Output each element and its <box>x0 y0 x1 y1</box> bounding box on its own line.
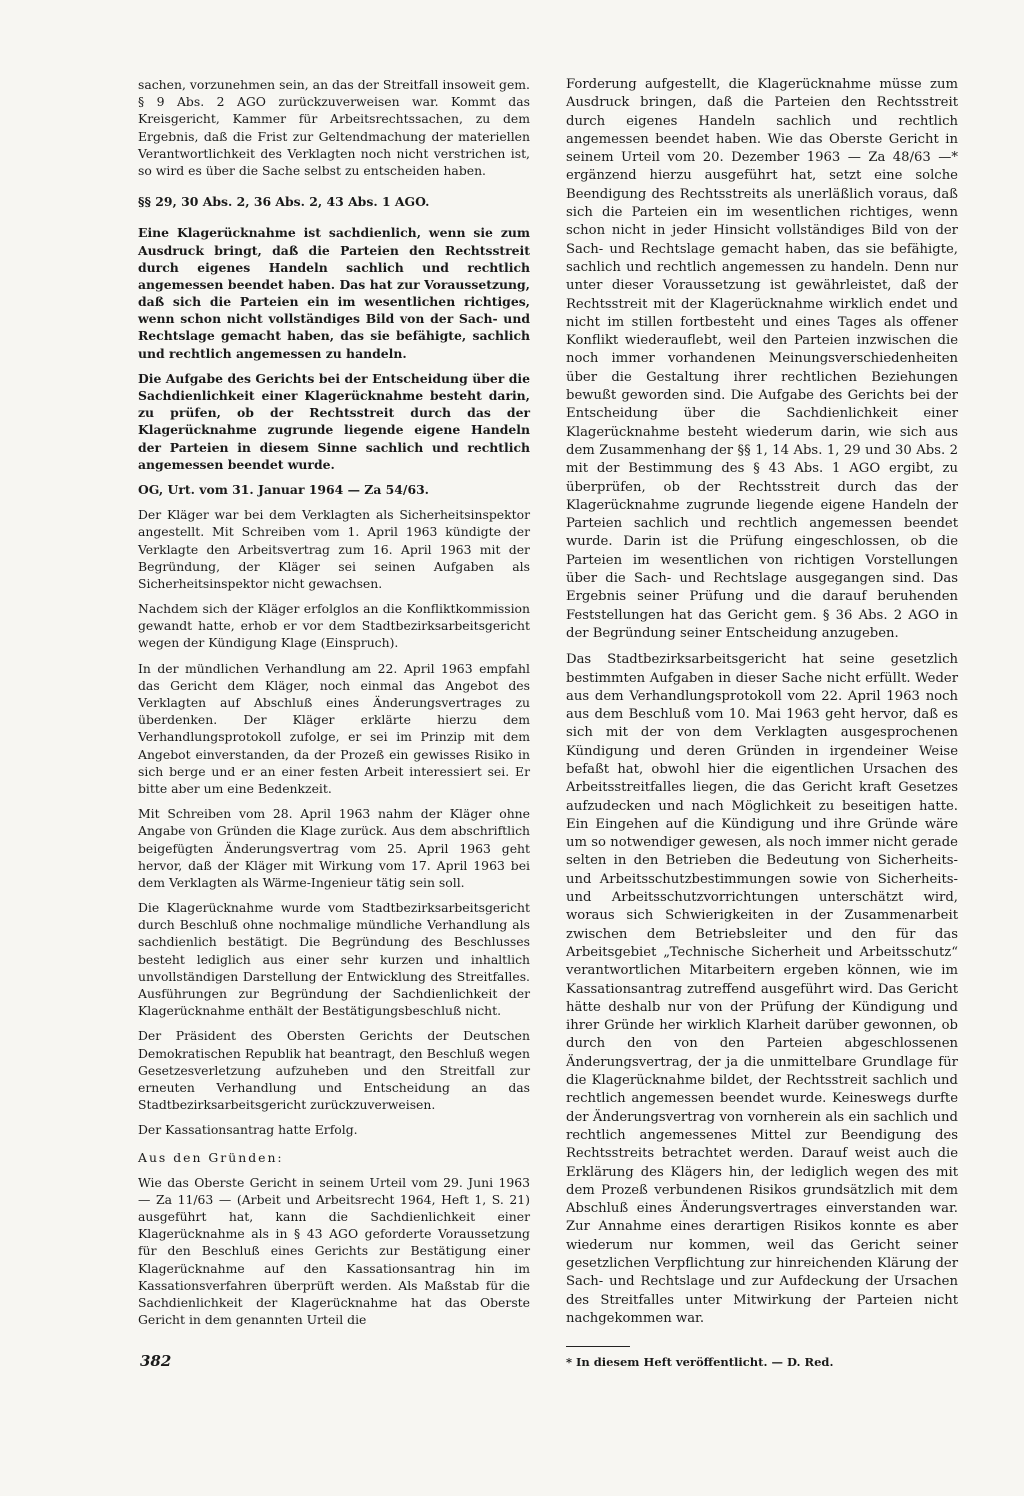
leitsatz: Eine Klagerücknahme ist sachdienlich, wenn sie zum Ausdruck bringt, daß die Parteien den Rechtsstreit durch eigenes Handeln sachlich und rechtlich angemessen beendet haben. Das hat zur Voraussetzung, daß sich die Parteien ein im wesentlichen richtiges, wenn schon nicht vollständiges Bild von der Sach- und Rechtslage gemacht haben, das sie befähigte, sachlich und rechtlich angemessen zu handeln. <box>138 225 530 361</box>
paragraph: Die Klagerücknahme wurde vom Stadtbezirksarbeitsgericht durch Beschluß ohne nochmalige mündliche Verhandlung als sachdienlich bestätigt. Die Begründung des Beschlusses besteht lediglich aus einer sehr kurzen und inhaltlich unvollständigen Darstellung der Entwicklung des Streitfalles. Ausführungen zur Begründung der Sachdienlichkeit der Klagerücknahme enthält der Bestätigungsbeschluß nicht. <box>138 900 530 1019</box>
paragraph: Nachdem sich der Kläger erfolglos an die Konfliktkommission gewandt hatte, erhob er vor dem Stadtbezirksarbeitsgericht wegen der Kündigung Klage (Einspruch). <box>138 601 530 651</box>
right-column <box>566 76 958 1378</box>
footnote: * In diesem Heft veröffentlicht. — D. Red. <box>566 1355 834 1370</box>
footnote-divider <box>566 1346 630 1347</box>
paragraph: Der Kläger war bei dem Verklagten als Sicherheitsinspektor angestellt. Mit Schreiben vom 1. April 1963 kündigte der Verklagte den Arbeitsvertrag zum 16. April 1963 mit der Begründung, der Kläger sei seinen Aufgaben als Sicherheitsinspektor nicht gewachsen. <box>138 507 530 591</box>
page-number: 382 <box>140 1352 172 1370</box>
case-citation: OG, Urt. vom 31. Januar 1964 — Za 54/63. <box>138 481 429 497</box>
paragraph: Der Präsident des Obersten Gerichts der Deutschen Demokratischen Republik hat beantragt, den Beschluß wegen Gesetzesverletzung aufzuheben und den Streitfall zur erneuten Verhandlung und Entscheidung an das Stadtbezirksarbeitsgericht zurückzuverweisen. <box>138 1028 530 1113</box>
section-heading: §§ 29, 30 Abs. 2, 36 Abs. 2, 43 Abs. 1 AGO. <box>138 194 430 210</box>
paragraph: Der Kassationsantrag hatte Erfolg. <box>138 1122 358 1138</box>
reasons-heading: Aus den Gründen: <box>138 1149 284 1165</box>
paragraph: Forderung aufgestellt, die Klagerücknahme müsse zum Ausdruck bringen, daß die Parteien den Rechtsstreit durch eigenes Handeln sachlich und rechtlich angemessen beendet haben. Wie das Oberste Gericht in seinem Urteil vom 20. Dezember 1963 — Za 48/63 —* ergänzend hierzu ausgeführt hat, setzt eine solche Beendigung des Rechtsstreits als unerläßlich voraus, daß sich die Parteien ein im wesentlichen richtiges, wenn schon nicht in jeder Hinsicht vollständiges Bild von der Sach- und Rechtslage gemacht haben, das sie befähigte, sachlich und rechtlich angemessen zu handeln. Denn nur unter dieser Voraussetzung ist gewährleistet, daß der Rechtsstreit mit der Klagerücknahme wirklich endet und nicht im stillen fortbesteht und eines Tages als offener Konflikt wiederauflebt, weil den Parteien inzwischen die noch immer vorhandenen Meinungsverschiedenheiten über die Gestaltung ihrer rechtlichen Beziehungen bewußt geworden sind. Die Aufgabe des Gerichts bei der Entscheidung über die Sachdienlichkeit einer Klagerücknahme besteht wiederum darin, wie sich aus dem Zusammenhang der §§ 1, 14 Abs. 1, 29 und 30 Abs. 2 mit der Bestimmung des § 43 Abs. 1 AGO ergibt, zu überprüfen, ob der Rechtsstreit durch das der Klagerücknahme zugrunde liegende eigene Handeln der Parteien sachlich und rechtlich angemessen beendet wurde. Darin ist die Prüfung eingeschlossen, ob die Parteien im wesentlichen von richtigen Vorstellungen über die Sach- und Rechtslage ausgegangen sind. Das Ergebnis seiner Prüfung und die darauf beruhenden Feststellungen hat das Gericht gem. § 36 Abs. 2 AGO in der Begründung seiner Entscheidung anzugeben. <box>566 77 958 641</box>
paragraph: Mit Schreiben vom 28. April 1963 nahm der Kläger ohne Angabe von Gründen die Klage zurück. Aus dem abschriftlich beigefügten Änderungsvertrag vom 25. April 1963 geht hervor, daß der Kläger mit Wirkung vom 17. April 1963 bei dem Verklagten als Wärme-Ingenieur tätig sein soll. <box>138 806 530 890</box>
paragraph: Wie das Oberste Gericht in seinem Urteil vom 29. Juni 1963 — Za 11/63 — (Arbeit und Arbeitsrecht 1964, Heft 1, S. 21) ausgeführt hat, kann die Sachdienlichkeit einer Klagerücknahme als in § 43 AGO geforderte Voraussetzung für den Beschluß eines Gerichts zur Bestätigung einer Klagerücknahme auf den Kassationsantrag hin im Kassationsverfahren überprüft werden. Als Maßstab für die Sachdienlichkeit der Klagerücknahme hat das Oberste Gericht in dem genannten Urteil die <box>138 1174 530 1328</box>
left-column <box>138 76 530 1336</box>
paragraph: In der mündlichen Verhandlung am 22. April 1963 empfahl das Gericht dem Kläger, noch einmal das Angebot des Verklagten auf Abschluß eines Änderungsvertrages zu überdenken. Der Kläger erklärte hierzu dem Verhandlungsprotokoll zufolge, er sei im Prinzip mit dem Angebot einverstanden, da der Prozeß ein gewisses Risiko in sich berge und er an einer festen Arbeit interessiert sei. Er bitte aber um eine Bedenkzeit. <box>138 660 530 796</box>
paragraph: sachen, vorzunehmen sein, an das der Streitfall insoweit gem. § 9 Abs. 2 AGO zurückzuverweisen war. Kommt das Kreisgericht, Kammer für Arbeitsrechtssachen, zu dem Ergebnis, daß die Frist zur Geltendmachung der materiellen Verantwortlichkeit des Verklagten noch nicht verstrichen ist, so wird es über die Sache selbst zu entscheiden haben. <box>138 77 530 178</box>
paragraph: Das Stadtbezirksarbeitsgericht hat seine gesetzlich bestimmten Aufgaben in dieser Sache nicht erfüllt. Weder aus dem Verhandlungsprotokoll vom 22. April 1963 noch aus dem Beschluß vom 10. Mai 1963 geht hervor, daß es sich mit der von dem Verklagten ausgesprochenen Kündigung und deren Gründen in irgendeiner Weise befaßt hat, obwohl hier die eigentlichen Ursachen des Arbeitsstreitfalles liegen, die das Gericht kraft Gesetzes aufzudecken und nach Möglichkeit zu beseitigen hatte. Ein Eingehen auf die Kündigung und ihre Gründe wäre um so notwendiger gewesen, als noch immer nicht gerade selten in den Betrieben die Bedeutung von Sicherheits- und Arbeitsschutzbestimmungen sowie von Sicherheits- und Arbeitsschutzvorrichtungen unterschätzt wird, woraus sich Schwierigkeiten in der Zusammenarbeit zwischen dem Betriebsleiter und den für das Arbeitsgebiet „Technische Sicherheit und Arbeitsschutz“ verantwortlichen Mitarbeitern ergeben können, wie im Kassationsantrag zutreffend ausgeführt wird. Das Gericht hätte deshalb nur von der Prüfung der Kündigung und ihrer Gründe her wirklich Klarheit darüber gewonnen, ob durch den von den Parteien abgeschlossenen Änderungsvertrag, der ja die unmittelbare Grundlage für die Klagerücknahme bildet, der Rechtsstreit sachlich und rechtlich angemessen beendet wurde. Keineswegs durfte der Änderungsvertrag von vornherein als ein sachlich und rechtlich angemessenes Mittel zur Beendigung des Rechtsstreits betrachtet werden. Darauf weist auch die Erklärung des Klägers hin, der lediglich wegen des mit dem Prozeß verbundenen Risikos grundsätzlich mit dem Abschluß eines Änderungsvertrages einverstanden war. Zur Annahme eines derartigen Risikos konnte es aber wiederum nur kommen, weil das Gericht seiner gesetzlichen Verpflichtung zur hinreichenden Klärung der Sach- und Rechtslage und zur Aufdeckung der Ursachen des Streitfalles unter Mitwirkung der Parteien nicht nachgekommen war. <box>566 652 958 1326</box>
leitsatz: Die Aufgabe des Gerichts bei der Entscheidung über die Sachdienlichkeit einer Klagerücknahme besteht darin, zu prüfen, ob der Rechtsstreit durch das der Klagerücknahme zugrunde liegende eigene Handeln der Parteien in diesem Sinne sachlich und rechtlich angemessen beendet wurde. <box>138 370 530 472</box>
